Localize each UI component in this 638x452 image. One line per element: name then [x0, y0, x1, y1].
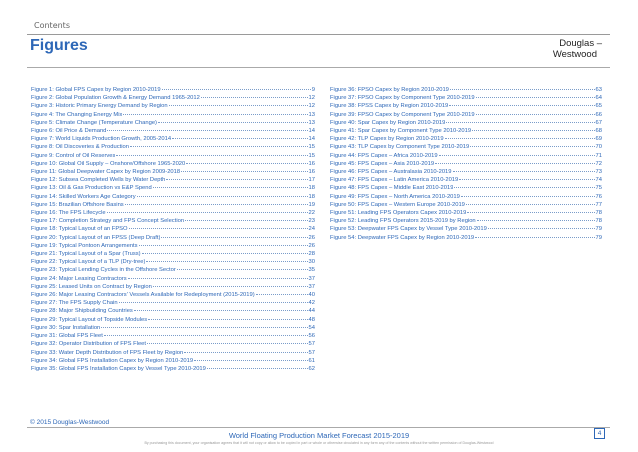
- toc-entry-page: 26: [308, 234, 315, 241]
- toc-entry-page: 61: [308, 357, 315, 364]
- toc-entry-title: Figure 34: Global FPS Installation Capex by Region 2010-2019: [31, 357, 194, 364]
- toc-entry-page: 78: [595, 210, 602, 217]
- toc-entry[interactable]: [31, 299, 315, 307]
- logo-line-2: Westwood: [552, 49, 597, 60]
- toc-entry[interactable]: [31, 332, 315, 340]
- dot-leader: [472, 130, 595, 131]
- toc-entry[interactable]: [330, 217, 602, 225]
- toc-entry[interactable]: [31, 168, 315, 176]
- toc-entry-page: 17: [308, 177, 315, 184]
- figures-list-right: [330, 86, 602, 242]
- toc-entry[interactable]: [31, 152, 315, 160]
- dot-leader: [181, 171, 307, 172]
- toc-entry-title: Figure 4: The Changing Energy Mix: [31, 111, 123, 118]
- dot-leader: [475, 237, 595, 238]
- logo-line-1: Douglas –: [559, 38, 602, 49]
- toc-entry-title: Figure 1: Global FPS Capex by Region 2010-2019: [31, 87, 161, 93]
- toc-entry-page: 37: [308, 283, 315, 290]
- toc-entry[interactable]: [330, 111, 602, 119]
- toc-entry-page: 48: [308, 316, 315, 323]
- title-divider: [27, 67, 610, 68]
- dot-leader: [107, 130, 307, 131]
- toc-entry-page: 37: [308, 275, 315, 282]
- toc-entry-title: Figure 33: Water Depth Distribution of FPS Fleet by Region: [31, 349, 184, 356]
- toc-entry[interactable]: [31, 365, 315, 373]
- toc-entry-page: 14: [308, 128, 315, 135]
- toc-entry-title: Figure 30: Spar Installation: [31, 324, 101, 331]
- toc-entry-title: Figure 11: Global Deepwater Capex by Region 2009-2018: [31, 169, 181, 176]
- dot-leader: [194, 360, 307, 361]
- toc-entry[interactable]: [31, 324, 315, 332]
- toc-entry-title: Figure 54: Deepwater FPS Capex by Region 2010-2019: [330, 234, 475, 241]
- toc-entry-page: 28: [308, 251, 315, 258]
- toc-entry-title: Figure 18: Typical Layout of an FPSO: [31, 226, 128, 233]
- dot-leader: [139, 245, 308, 246]
- toc-entry[interactable]: [31, 217, 315, 225]
- toc-entry-page: 15: [308, 144, 315, 151]
- toc-entry-title: Figure 49: FPS Capex – North America 2010-2019: [330, 193, 460, 200]
- toc-entry-page: 14: [308, 136, 315, 143]
- toc-entry-title: Figure 40: Spar Capex by Region 2010-2019: [330, 119, 446, 126]
- dot-leader: [185, 220, 307, 221]
- toc-entry[interactable]: [330, 209, 602, 217]
- toc-entry-page: 63: [595, 87, 602, 93]
- toc-entry-page: 18: [308, 185, 315, 192]
- toc-entry-page: 12: [308, 103, 315, 110]
- toc-entry-title: Figure 44: FPS Capex – Africa 2010-2019: [330, 152, 438, 159]
- toc-entry[interactable]: [330, 119, 602, 127]
- toc-entry[interactable]: [31, 234, 315, 242]
- dot-leader: [107, 212, 308, 213]
- toc-entry[interactable]: [31, 291, 315, 299]
- toc-entry-page: 69: [595, 136, 602, 143]
- toc-entry-title: Figure 52: Leading FPS Operators 2015-2019 by Region: [330, 218, 476, 225]
- toc-entry-page: 70: [595, 144, 602, 151]
- toc-entry-title: Figure 46: FPS Capex – Australasia 2010-2019: [330, 169, 452, 176]
- toc-entry[interactable]: [31, 209, 315, 217]
- toc-entry-title: Figure 32: Operator Distribution of FPS Fleet: [31, 341, 147, 348]
- figures-list-left: [31, 86, 315, 373]
- toc-entry-title: Figure 29: Typical Layout of Topside Modules: [31, 316, 148, 323]
- dot-leader: [466, 204, 595, 205]
- dot-leader: [207, 368, 308, 369]
- copyright: © 2015 Douglas-Westwood: [30, 419, 110, 426]
- dot-leader: [461, 196, 595, 197]
- toc-entry-page: 24: [308, 226, 315, 233]
- toc-entry-page: 67: [595, 119, 602, 126]
- toc-entry-title: Figure 45: FPS Capex – Asia 2010-2019: [330, 160, 435, 167]
- toc-entry-page: 64: [595, 95, 602, 102]
- dot-leader: [184, 352, 307, 353]
- dot-leader: [104, 335, 308, 336]
- toc-entry-page: 79: [595, 234, 602, 241]
- dot-leader: [162, 89, 311, 90]
- dot-leader: [477, 220, 595, 221]
- dot-leader: [488, 228, 595, 229]
- toc-entry[interactable]: [31, 275, 315, 283]
- dot-leader: [172, 138, 307, 139]
- toc-entry[interactable]: [31, 357, 315, 365]
- toc-entry[interactable]: [330, 234, 602, 242]
- dot-leader: [137, 196, 308, 197]
- page-number: 4: [594, 428, 605, 439]
- dot-leader: [169, 105, 308, 106]
- dot-leader: [148, 319, 307, 320]
- toc-entry-page: 66: [595, 111, 602, 118]
- toc-entry-title: Figure 41: Spar Capex by Component Type 2010-2019: [330, 128, 472, 135]
- toc-entry[interactable]: [31, 250, 315, 258]
- dot-leader: [445, 138, 595, 139]
- toc-entry-title: Figure 2: Global Population Growth & Energy Demand 1965-2012: [31, 95, 200, 102]
- toc-entry[interactable]: [330, 225, 602, 233]
- toc-entry-page: 30: [308, 259, 315, 266]
- toc-entry-title: Figure 42: TLP Capex by Region 2010-2019: [330, 136, 444, 143]
- footer-divider: [27, 427, 610, 428]
- dot-leader: [454, 187, 594, 188]
- toc-entry-page: 57: [308, 349, 315, 356]
- dot-leader: [130, 146, 308, 147]
- dot-leader: [435, 163, 594, 164]
- dot-leader: [177, 269, 308, 270]
- toc-entry-title: Figure 6: Oil Price & Demand: [31, 128, 107, 135]
- dot-leader: [459, 179, 594, 180]
- toc-entry[interactable]: [31, 102, 315, 110]
- toc-entry-title: Figure 17: Completion Strategy and FPS Concept Selection: [31, 218, 185, 225]
- toc-entry[interactable]: [31, 127, 315, 135]
- toc-entry-title: Figure 22: Typical Layout of a TLP (Dry-tree): [31, 259, 146, 266]
- toc-entry-title: Figure 5: Climate Change (Temperature Change): [31, 119, 157, 126]
- toc-entry-page: 73: [595, 169, 602, 176]
- toc-entry-page: 42: [308, 300, 315, 307]
- toc-entry-page: 15: [308, 152, 315, 159]
- dot-leader: [101, 327, 307, 328]
- toc-entry-title: Figure 14: Skilled Workers Age Category: [31, 193, 136, 200]
- dot-leader: [467, 212, 594, 213]
- toc-entry[interactable]: [330, 86, 602, 94]
- toc-entry-page: 62: [308, 365, 315, 372]
- toc-entry-title: Figure 35: Global FPS Installation Capex by Vessel Type 2010-2019: [31, 365, 206, 372]
- toc-entry[interactable]: [330, 176, 602, 184]
- toc-entry-page: 57: [308, 341, 315, 348]
- toc-entry[interactable]: [31, 119, 315, 127]
- report-title: World Floating Production Market Forecast 2015-2019: [228, 431, 410, 440]
- dot-leader: [134, 310, 308, 311]
- toc-entry-page: 35: [308, 267, 315, 274]
- toc-entry[interactable]: [31, 160, 315, 168]
- toc-entry[interactable]: [31, 283, 315, 291]
- dot-leader: [446, 122, 594, 123]
- toc-entry-title: Figure 15: Brazilian Offshore Basins: [31, 201, 124, 208]
- dot-leader: [129, 228, 308, 229]
- dot-leader: [476, 97, 595, 98]
- toc-entry-page: 44: [308, 308, 315, 315]
- toc-entry-title: Figure 3: Historic Primary Energy Demand by Region: [31, 103, 168, 110]
- toc-entry[interactable]: [330, 184, 602, 192]
- dot-leader: [153, 187, 308, 188]
- toc-entry-page: 16: [308, 169, 315, 176]
- toc-entry-page: 9: [311, 87, 315, 93]
- toc-entry-page: 71: [595, 152, 602, 159]
- toc-entry-title: Figure 8: Oil Discoveries & Production: [31, 144, 129, 151]
- toc-entry-page: 76: [595, 193, 602, 200]
- toc-entry-title: Figure 48: FPS Capex – Middle East 2010-2019: [330, 185, 454, 192]
- dot-leader: [439, 155, 595, 156]
- toc-entry-page: 26: [308, 242, 315, 249]
- toc-entry-page: 12: [308, 95, 315, 102]
- toc-entry-title: Figure 39: FPSO Capex by Component Type 2010-2019: [330, 111, 475, 118]
- toc-entry-page: 19: [308, 201, 315, 208]
- toc-entry-page: 79: [595, 226, 602, 233]
- toc-entry-title: Figure 24: Major Leasing Contractors: [31, 275, 127, 282]
- dot-leader: [116, 155, 307, 156]
- toc-entry-title: Figure 53: Deepwater FPS Capex by Vessel Type 2010-2019: [330, 226, 487, 233]
- toc-entry-title: Figure 12: Subsea Completed Wells by Water Depth: [31, 177, 166, 184]
- toc-entry[interactable]: [330, 143, 602, 151]
- dot-leader: [470, 146, 594, 147]
- toc-entry[interactable]: [31, 258, 315, 266]
- toc-entry-title: Figure 16: The FPS Lifecycle: [31, 210, 106, 217]
- toc-entry-title: Figure 28: Major Shipbuilding Countries: [31, 308, 133, 315]
- toc-entry-page: 75: [595, 185, 602, 192]
- toc-entry-title: Figure 36: FPSO Capex by Region 2010-2019: [330, 87, 449, 93]
- toc-entry-page: 77: [595, 201, 602, 208]
- toc-entry-page: 78: [595, 218, 602, 225]
- company-logo: [553, 38, 602, 60]
- toc-entry-title: Figure 21: Typical Layout of a Spar (Truss): [31, 251, 141, 258]
- toc-entry[interactable]: [31, 176, 315, 184]
- section-label: Contents: [34, 21, 70, 30]
- toc-entry[interactable]: [330, 127, 602, 135]
- toc-entry[interactable]: [31, 242, 315, 250]
- toc-entry[interactable]: [31, 316, 315, 324]
- toc-entry-title: Figure 19: Typical Pontoon Arrangements: [31, 242, 138, 249]
- toc-entry-title: Figure 25: Leased Units on Contract by Region: [31, 283, 152, 290]
- toc-entry-title: Figure 10: Global Oil Supply – Onshore/Offshore 1965-2020: [31, 160, 186, 167]
- toc-entry-title: Figure 47: FPS Capex – Latin America 2010-2019: [330, 177, 459, 184]
- toc-entry[interactable]: [31, 143, 315, 151]
- toc-entry[interactable]: [31, 266, 315, 274]
- dot-leader: [449, 105, 594, 106]
- dot-leader: [128, 278, 308, 279]
- toc-entry-page: 18: [308, 193, 315, 200]
- toc-entry-title: Figure 13: Oil & Gas Production vs E&P Spend: [31, 185, 152, 192]
- toc-entry[interactable]: [330, 94, 602, 102]
- toc-entry-page: 22: [308, 210, 315, 217]
- toc-entry-page: 13: [308, 119, 315, 126]
- toc-entry[interactable]: [31, 193, 315, 201]
- toc-entry-title: Figure 37: FPSO Capex by Component Type 2010-2019: [330, 95, 475, 102]
- toc-entry-page: 68: [595, 128, 602, 135]
- dot-leader: [450, 89, 595, 90]
- toc-entry[interactable]: [330, 168, 602, 176]
- dot-leader: [119, 302, 308, 303]
- toc-entry[interactable]: [31, 349, 315, 357]
- dot-leader: [123, 114, 307, 115]
- dot-leader: [256, 294, 308, 295]
- toc-entry-page: 74: [595, 177, 602, 184]
- dot-leader: [201, 97, 308, 98]
- toc-entry-title: Figure 38: FPSS Capex by Region 2010-2019: [330, 103, 449, 110]
- toc-entry[interactable]: [330, 193, 602, 201]
- toc-entry[interactable]: [31, 184, 315, 192]
- toc-entry-title: Figure 7: World Liquids Production Growth, 2005-2014: [31, 136, 172, 143]
- toc-entry[interactable]: [330, 201, 602, 209]
- dot-leader: [147, 343, 308, 344]
- toc-entry[interactable]: [330, 135, 602, 143]
- toc-entry-title: Figure 27: The FPS Supply Chain: [31, 300, 118, 307]
- toc-entry-page: 54: [308, 324, 315, 331]
- toc-entry[interactable]: [330, 160, 602, 168]
- toc-entry[interactable]: [31, 225, 315, 233]
- dot-leader: [476, 114, 595, 115]
- toc-entry[interactable]: [31, 307, 315, 315]
- top-divider: [27, 34, 610, 35]
- toc-entry[interactable]: [31, 86, 315, 94]
- toc-entry[interactable]: [330, 152, 602, 160]
- dot-leader: [453, 171, 595, 172]
- toc-entry-title: Figure 20: Typical Layout of an FPSS (Deep Draft): [31, 234, 161, 241]
- toc-entry-title: Figure 26: Major Leasing Contractors' Vessels Available for Redeployment (2015-2019): [31, 292, 255, 299]
- toc-entry-page: 13: [308, 111, 315, 118]
- toc-entry-page: 72: [595, 160, 602, 167]
- toc-entry-page: 56: [308, 333, 315, 340]
- dot-leader: [142, 253, 308, 254]
- toc-entry-page: 23: [308, 218, 315, 225]
- toc-entry-title: Figure 50: FPS Capex – Western Europe 2010-2019: [330, 201, 465, 208]
- toc-entry-title: Figure 23: Typical Lending Cycles in the Offshore Sector: [31, 267, 176, 274]
- toc-entry[interactable]: [31, 94, 315, 102]
- toc-entry[interactable]: [31, 201, 315, 209]
- dot-leader: [161, 237, 307, 238]
- toc-entry-title: Figure 43: TLP Capex by Component Type 2010-2019: [330, 144, 470, 151]
- toc-entry-title: Figure 9: Control of Oil Reserves: [31, 152, 116, 159]
- toc-entry-title: Figure 31: Global FPS Fleet: [31, 333, 103, 340]
- toc-entry[interactable]: [31, 135, 315, 143]
- dot-leader: [146, 261, 307, 262]
- dot-leader: [166, 179, 307, 180]
- toc-entry-page: 65: [595, 103, 602, 110]
- toc-entry[interactable]: [330, 102, 602, 110]
- page-title: Figures: [30, 37, 88, 54]
- toc-entry[interactable]: [31, 340, 315, 348]
- dot-leader: [153, 286, 308, 287]
- dot-leader: [158, 122, 308, 123]
- legal-note: By purchasing this document, your organisation agrees that it will not copy or allow to be copied in part or whole or otherwise circulated in any form any of the contents without the written permission of Douglas-Westwood: [144, 441, 494, 445]
- toc-entry-page: 16: [308, 160, 315, 167]
- dot-leader: [186, 163, 307, 164]
- toc-entry-title: Figure 51: Leading FPS Operators Capex 2010-2019: [330, 210, 467, 217]
- dot-leader: [125, 204, 308, 205]
- toc-entry-page: 40: [308, 292, 315, 299]
- toc-entry[interactable]: [31, 111, 315, 119]
